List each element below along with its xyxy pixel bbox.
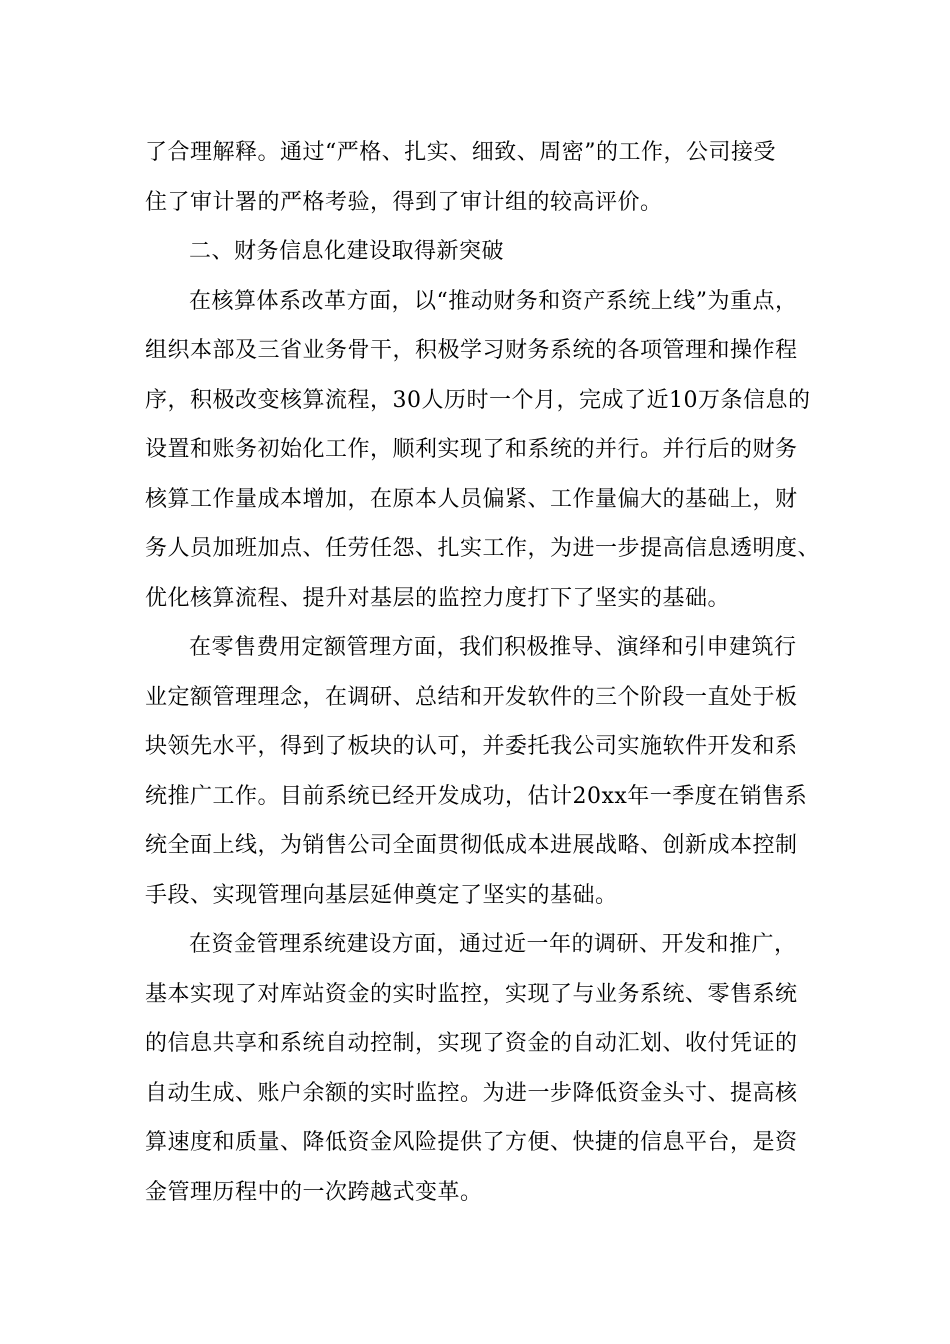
paragraph-line: 算速度和质量、降低资金风险提供了方便、快捷的信息平台，是资: [145, 1130, 798, 1155]
document-body: [145, 128, 825, 1217]
paragraph-line: 住了审计署的严格考验，得到了审计组的较高评价。: [145, 189, 663, 215]
paragraph-line: 在资金管理系统建设方面，通过近一年的调研、开发和推广，: [189, 932, 797, 957]
paragraph-line: 统全面上线，为销售公司全面贯彻低成本进展战略、创新成本控制: [145, 833, 798, 858]
paragraph-line: 在零售费用定额管理方面，我们积极推导、演绎和引申建筑行: [189, 635, 797, 660]
paragraph-line: 优化核算流程、提升对基层的监控力度打下了坚实的基础。: [145, 585, 731, 611]
paragraph-line: 了合理解释。通过“严格、扎实、细致、周密”的工作，公司接受: [145, 140, 776, 165]
section-heading: 二、财务信息化建设取得新突破: [189, 239, 505, 264]
paragraph-line: 业定额管理理念，在调研、总结和开发软件的三个阶段一直处于板: [145, 684, 798, 710]
paragraph-line: 金管理历程中的一次跨越式变革。: [145, 1179, 483, 1205]
paragraph-line: 基本实现了对库站资金的实时监控，实现了与业务系统、零售系统: [145, 981, 798, 1007]
paragraph-line: 块领先水平，得到了板块的认可，并委托我公司实施软件开发和系: [145, 734, 798, 759]
paragraph-line: 在核算体系改革方面，以“推动财务和资产系统上线”为重点，: [189, 288, 798, 314]
paragraph-line: 设置和账务初始化工作，顺利实现了和系统的并行。并行后的财务: [145, 437, 798, 462]
paragraph-line: 统推广工作。目前系统已经开发成功，估计20xx年一季度在销售系: [145, 783, 808, 809]
paragraph-line: 序，积极改变核算流程，30人历时一个月，完成了近10万条信息的: [145, 387, 811, 413]
paragraph-line: 组织本部及三省业务骨干，积极学习财务系统的各项管理和操作程: [145, 338, 798, 363]
paragraph-line: 的信息共享和系统自动控制，实现了资金的自动汇划、收付凭证的: [145, 1031, 798, 1056]
paragraph-line: 务人员加班加点、任劳任怨、扎实工作，为进一步提高信息透明度、: [145, 536, 821, 561]
paragraph-line: 核算工作量成本增加，在原本人员偏紧、工作量偏大的基础上，财: [145, 486, 798, 512]
paragraph-line: 手段、实现管理向基层延伸奠定了坚实的基础。: [145, 882, 618, 908]
paragraph-line: 自动生成、账户余额的实时监控。为进一步降低资金头寸、提高核: [145, 1080, 798, 1106]
